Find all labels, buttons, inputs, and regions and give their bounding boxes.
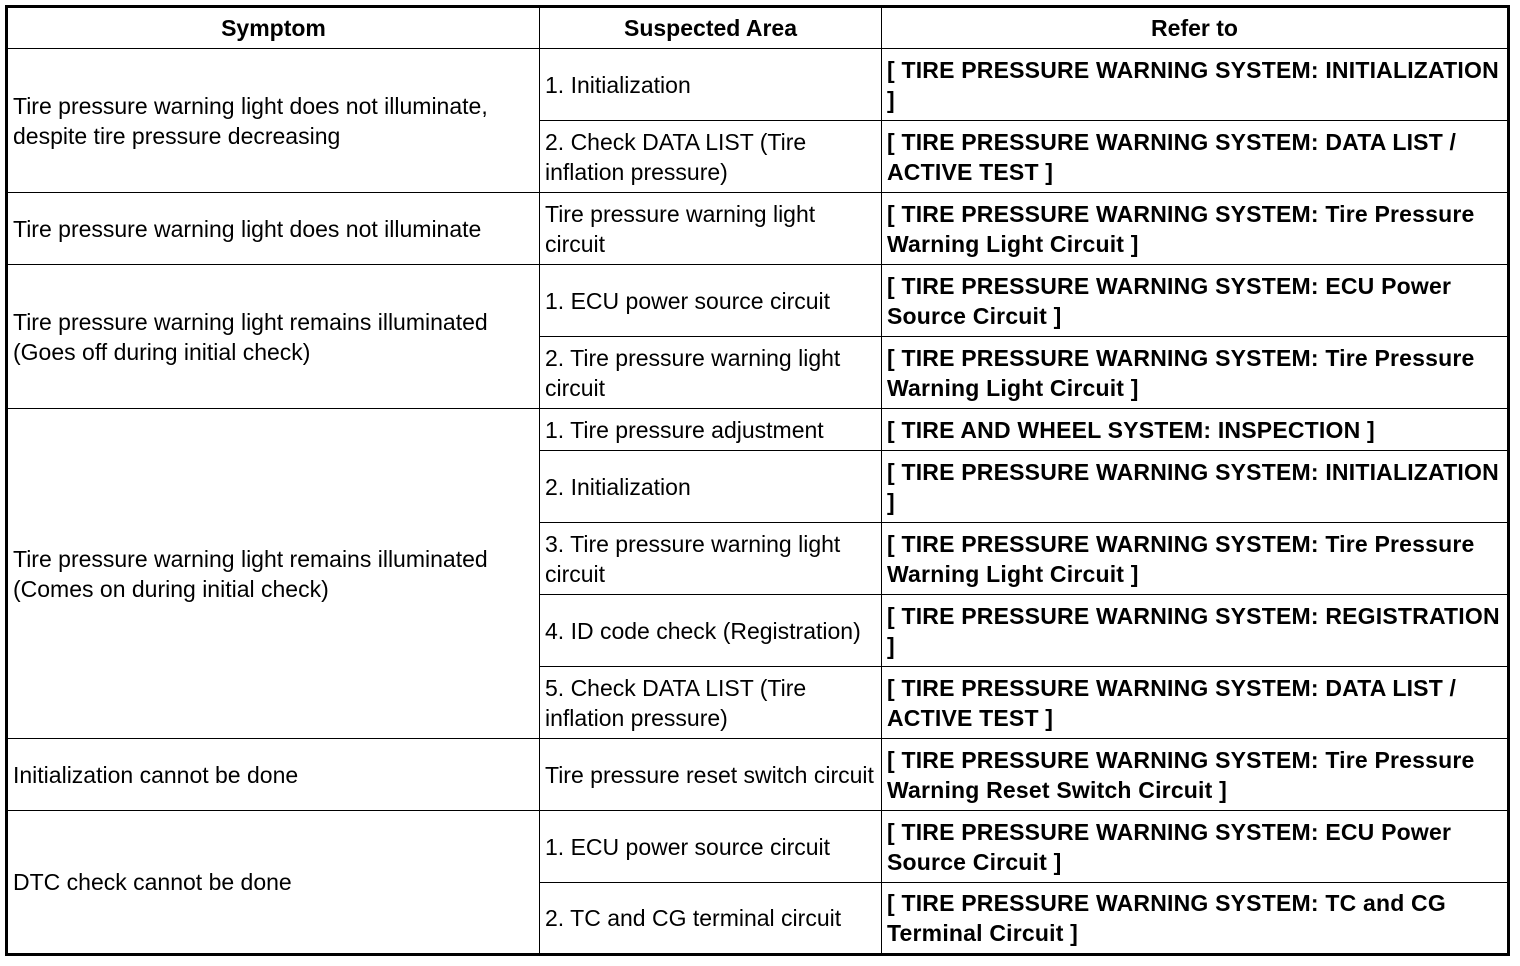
symptom-cell: Tire pressure warning light remains illuminated (Comes on during initial check) bbox=[7, 409, 540, 739]
refer-to-cell: [ TIRE PRESSURE WARNING SYSTEM: INITIALIZATION ] bbox=[882, 451, 1509, 523]
refer-to-cell: [ TIRE PRESSURE WARNING SYSTEM: DATA LIST / ACTIVE TEST ] bbox=[882, 121, 1509, 193]
refer-to-cell: [ TIRE PRESSURE WARNING SYSTEM: ECU Power Source Circuit ] bbox=[882, 265, 1509, 337]
header-refer-to: Refer to bbox=[882, 7, 1509, 49]
refer-to-cell: [ TIRE PRESSURE WARNING SYSTEM: Tire Pressure Warning Reset Switch Circuit ] bbox=[882, 739, 1509, 811]
refer-to-cell: [ TIRE PRESSURE WARNING SYSTEM: DATA LIST / ACTIVE TEST ] bbox=[882, 667, 1509, 739]
symptom-cell: Initialization cannot be done bbox=[7, 739, 540, 811]
symptom-cell: DTC check cannot be done bbox=[7, 811, 540, 955]
symptom-cell: Tire pressure warning light does not illuminate bbox=[7, 193, 540, 265]
table-row bbox=[7, 739, 1509, 811]
suspected-area-cell: Tire pressure warning light circuit bbox=[540, 193, 882, 265]
refer-to-cell: [ TIRE PRESSURE WARNING SYSTEM: Tire Pressure Warning Light Circuit ] bbox=[882, 523, 1509, 595]
suspected-area-cell: 2. Tire pressure warning light circuit bbox=[540, 337, 882, 409]
suspected-area-cell: 2. Check DATA LIST (Tire inflation pressure) bbox=[540, 121, 882, 193]
suspected-area-cell: 2. Initialization bbox=[540, 451, 882, 523]
table-row bbox=[7, 811, 1509, 883]
suspected-area-cell: 1. Initialization bbox=[540, 49, 882, 121]
suspected-area-cell: 5. Check DATA LIST (Tire inflation pressure) bbox=[540, 667, 882, 739]
refer-to-cell: [ TIRE PRESSURE WARNING SYSTEM: REGISTRATION ] bbox=[882, 595, 1509, 667]
suspected-area-cell: 3. Tire pressure warning light circuit bbox=[540, 523, 882, 595]
suspected-area-cell: 2. TC and CG terminal circuit bbox=[540, 883, 882, 955]
header-suspected-area: Suspected Area bbox=[540, 7, 882, 49]
suspected-area-cell: 1. Tire pressure adjustment bbox=[540, 409, 882, 451]
suspected-area-cell: 1. ECU power source circuit bbox=[540, 811, 882, 883]
symptom-cell: Tire pressure warning light does not illuminate, despite tire pressure decreasing bbox=[7, 49, 540, 193]
suspected-area-cell: 4. ID code check (Registration) bbox=[540, 595, 882, 667]
table-row bbox=[7, 49, 1509, 121]
header-symptom: Symptom bbox=[7, 7, 540, 49]
refer-to-cell: [ TIRE PRESSURE WARNING SYSTEM: INITIALIZATION ] bbox=[882, 49, 1509, 121]
refer-to-cell: [ TIRE PRESSURE WARNING SYSTEM: Tire Pressure Warning Light Circuit ] bbox=[882, 337, 1509, 409]
suspected-area-cell: 1. ECU power source circuit bbox=[540, 265, 882, 337]
table-row bbox=[7, 409, 1509, 451]
problem-symptoms-table bbox=[5, 5, 1510, 956]
refer-to-cell: [ TIRE PRESSURE WARNING SYSTEM: TC and CG Terminal Circuit ] bbox=[882, 883, 1509, 955]
refer-to-cell: [ TIRE PRESSURE WARNING SYSTEM: ECU Power Source Circuit ] bbox=[882, 811, 1509, 883]
symptom-cell: Tire pressure warning light remains illuminated (Goes off during initial check) bbox=[7, 265, 540, 409]
table-row bbox=[7, 265, 1509, 337]
table-row bbox=[7, 193, 1509, 265]
refer-to-cell: [ TIRE AND WHEEL SYSTEM: INSPECTION ] bbox=[882, 409, 1509, 451]
refer-to-cell: [ TIRE PRESSURE WARNING SYSTEM: Tire Pressure Warning Light Circuit ] bbox=[882, 193, 1509, 265]
suspected-area-cell: Tire pressure reset switch circuit bbox=[540, 739, 882, 811]
table-header-row bbox=[7, 7, 1509, 49]
